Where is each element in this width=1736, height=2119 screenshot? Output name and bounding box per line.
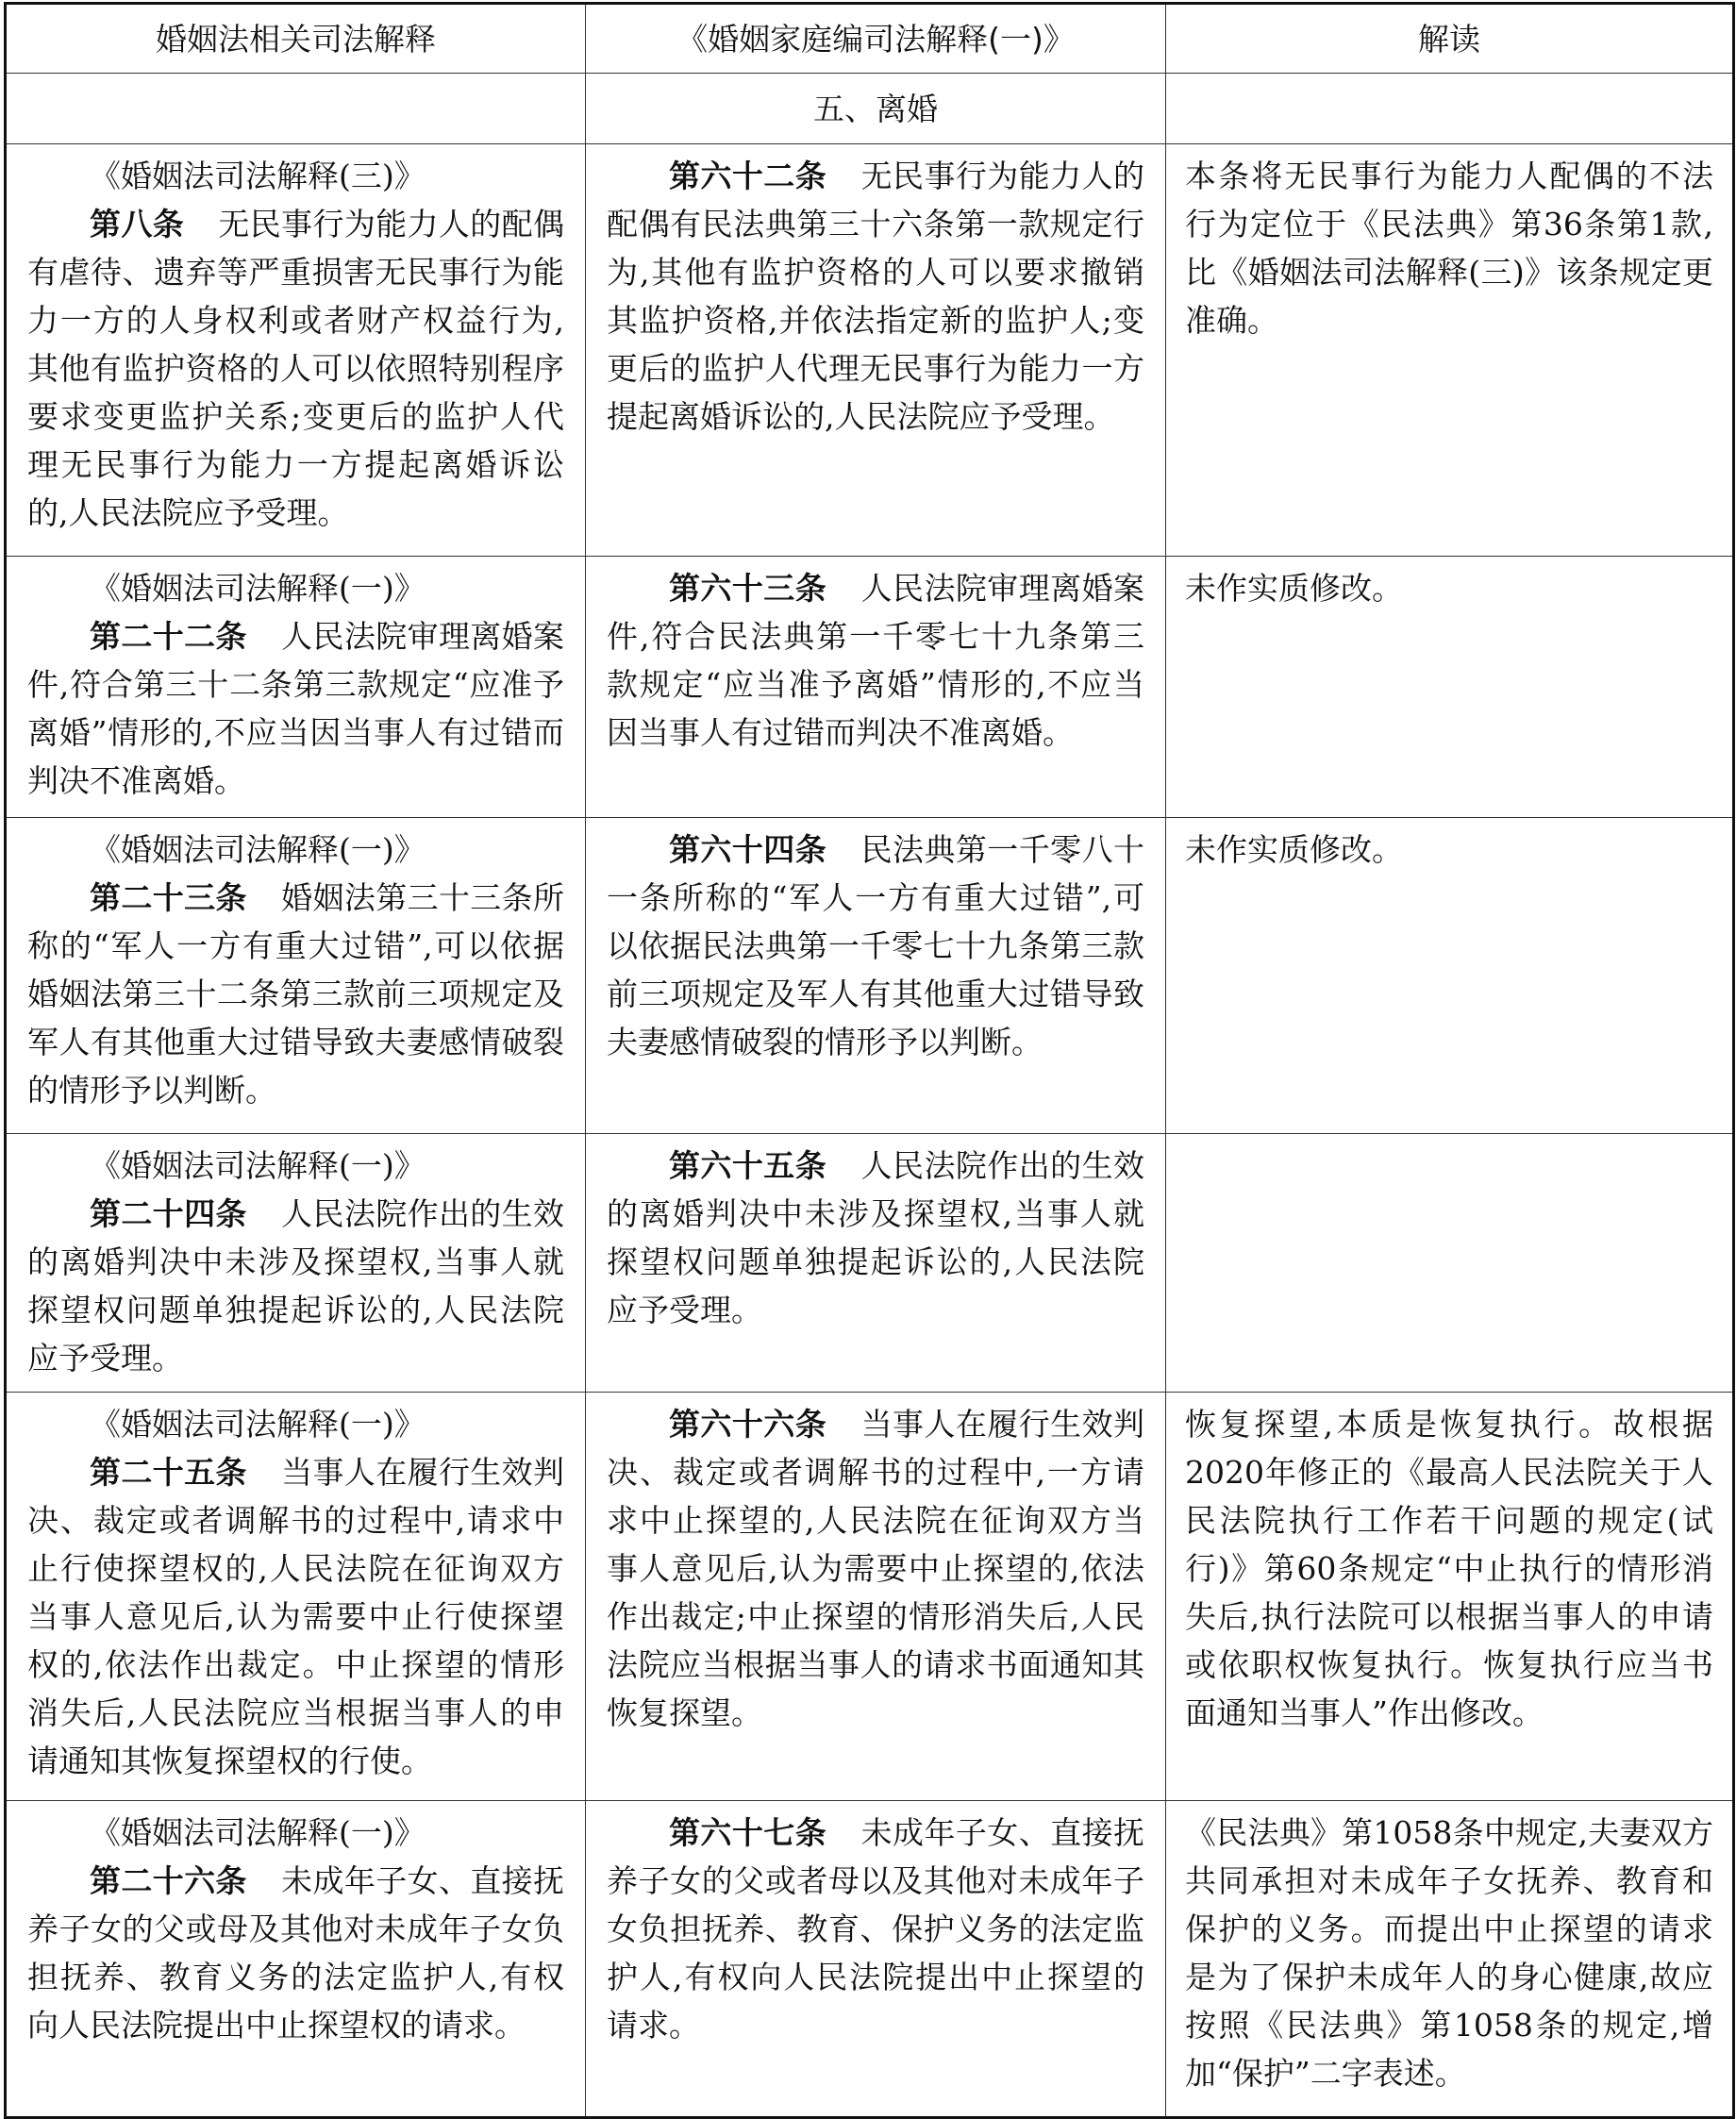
new-provision	[607, 564, 1144, 757]
new-provision	[607, 826, 1144, 1066]
old-provision	[27, 1448, 564, 1785]
old-article-number: 第二十六条	[90, 1862, 247, 1899]
old-provision-text: 人民法院审理离婚案件,符合第三十二条第三款规定“应准予离婚”情形的,不应当因当事人有过错而判决不准离婚。	[27, 618, 565, 799]
new-provision-text: 人民法院审理离婚案件,符合民法典第一千零七十九条第三款规定“应当准予离婚”情形的,不应当因当事人有过错而判决不准离婚。	[607, 570, 1145, 751]
old-provision	[27, 1190, 564, 1382]
old-provision	[27, 612, 564, 805]
new-provision-cell	[586, 818, 1166, 1134]
old-provision-text: 当事人在履行生效判决、裁定或者调解书的过程中,请求中止行使探望权的,人民法院在征询双方当事人意见后,认为需要中止行使探望权的,依法作出裁定。中止探望的情形消失后,人民法院应当根据当事人的申请通知其恢复探望权的行使。	[27, 1454, 565, 1779]
old-provision-cell	[6, 1801, 586, 2118]
old-source: 《婚姻法司法解释(一)》	[90, 1406, 426, 1443]
commentary-cell: 本条将无民事行为能力人配偶的不法行为定位于《民法典》第36条第1款,比《婚姻法司法解释(三)》该条规定更准确。	[1166, 144, 1734, 557]
old-source: 《婚姻法司法解释(一)》	[90, 831, 426, 868]
comparison-table	[4, 2, 1735, 2119]
new-provision-text: 民法典第一千零八十一条所称的“军人一方有重大过错”,可以依据民法典第一千零七十九条第三款前三项规定及军人有其他重大过错导致夫妻感情破裂的情形予以判断。	[607, 831, 1145, 1060]
new-provision-cell	[586, 1393, 1166, 1801]
old-provision-cell	[6, 144, 586, 557]
old-article-number: 第八条	[90, 206, 185, 242]
new-provision	[607, 1400, 1144, 1737]
new-provision	[607, 1809, 1144, 2049]
new-provision-text: 当事人在履行生效判决、裁定或者调解书的过程中,一方请求中止探望的,人民法院在征询双方当事人意见后,认为需要中止探望的,依法作出裁定;中止探望的情形消失后,人民法院应当根据当事人的请求书面通知其恢复探望。	[607, 1406, 1145, 1731]
header-row	[6, 4, 1734, 74]
old-provision-text: 婚姻法第三十三条所称的“军人一方有重大过错”,可以依据婚姻法第三十二条第三款前三项规定及军人有其他重大过错导致夫妻感情破裂的情形予以判断。	[27, 879, 565, 1109]
new-article-number: 第六十七条	[669, 1814, 827, 1851]
old-provision-cell	[6, 557, 586, 818]
commentary-cell: 恢复探望,本质是恢复执行。故根据2020年修正的《最高人民法院关于人民法院执行工作若干问题的规定(试行)》第60条规定“中止执行的情形消失后,执行法院可以根据当事人的申请或依职权恢复执行。恢复执行应当书面通知当事人”作出修改。	[1166, 1393, 1734, 1801]
table-row	[6, 818, 1734, 1134]
table-row	[6, 1393, 1734, 1801]
old-source: 《婚姻法司法解释(一)》	[90, 570, 426, 607]
new-article-number: 第六十二条	[669, 158, 827, 194]
new-article-number: 第六十六条	[669, 1406, 827, 1443]
new-provision-cell	[586, 1801, 1166, 2118]
new-provision-text: 无民事行为能力人的配偶有民法典第三十六条第一款规定行为,其他有监护资格的人可以要求撤销其监护资格,并依法指定新的监护人;变更后的监护人代理无民事行为能力一方提起离婚诉讼的,人民法院应予受理。	[607, 158, 1145, 435]
new-article-number: 第六十三条	[669, 570, 827, 607]
new-provision	[607, 152, 1144, 441]
old-article-number: 第二十二条	[90, 618, 247, 655]
old-source: 《婚姻法司法解释(一)》	[90, 1814, 426, 1851]
commentary-cell: 《民法典》第1058条中规定,夫妻双方共同承担对未成年子女抚养、教育和保护的义务。而提出中止探望的请求是为了保护未成年人的身心健康,故应按照《民法典》第1058条的规定,增加“保护”二字表述。	[1166, 1801, 1734, 2118]
old-provision-text: 无民事行为能力人的配偶有虐待、遗弃等严重损害无民事行为能力一方的人身权利或者财产权益行为,其他有监护资格的人可以依照特别程序要求变更监护关系;变更后的监护人代理无民事行为能力一方提起离婚诉讼的,人民法院应予受理。	[27, 206, 565, 531]
table-row	[6, 1134, 1734, 1393]
old-provision-text: 未成年子女、直接抚养子女的父或母及其他对未成年子女负担抚养、教育义务的法定监护人,有权向人民法院提出中止探望权的请求。	[27, 1862, 565, 2044]
section-row	[6, 74, 1734, 144]
old-provision	[27, 200, 564, 537]
old-provision	[27, 874, 564, 1114]
new-provision-cell	[586, 557, 1166, 818]
new-article-number: 第六十四条	[669, 831, 827, 868]
section-title: 五、离婚	[586, 74, 1166, 144]
old-article-number: 第二十四条	[90, 1195, 247, 1232]
new-provision-cell	[586, 1134, 1166, 1393]
new-provision-cell	[586, 144, 1166, 557]
old-provision	[27, 1857, 564, 2049]
commentary-cell: 未作实质修改。	[1166, 557, 1734, 818]
old-provision-cell	[6, 1393, 586, 1801]
new-provision	[607, 1142, 1144, 1334]
new-provision-text: 人民法院作出的生效的离婚判决中未涉及探望权,当事人就探望权问题单独提起诉讼的,人民法院应予受理。	[607, 1147, 1145, 1328]
new-article-number: 第六十五条	[669, 1147, 827, 1184]
table-row	[6, 557, 1734, 818]
header-old-interpretations: 婚姻法相关司法解释	[6, 4, 586, 74]
old-provision-cell	[6, 818, 586, 1134]
commentary-cell	[1166, 1134, 1734, 1393]
table-row	[6, 144, 1734, 557]
old-source: 《婚姻法司法解释(一)》	[90, 1147, 426, 1184]
old-provision-cell	[6, 1134, 586, 1393]
table-row	[6, 1801, 1734, 2118]
header-commentary: 解读	[1166, 4, 1734, 74]
commentary-cell: 未作实质修改。	[1166, 818, 1734, 1134]
old-provision-text: 人民法院作出的生效的离婚判决中未涉及探望权,当事人就探望权问题单独提起诉讼的,人民法院应予受理。	[27, 1195, 565, 1377]
new-provision-text: 未成年子女、直接抚养子女的父或者母以及其他对未成年子女负担抚养、教育、保护义务的法定监护人,有权向人民法院提出中止探望的请求。	[607, 1814, 1145, 2044]
old-article-number: 第二十五条	[90, 1454, 247, 1491]
header-new-interpretation: 《婚姻家庭编司法解释(一)》	[586, 4, 1166, 74]
old-article-number: 第二十三条	[90, 879, 247, 916]
old-source: 《婚姻法司法解释(三)》	[90, 158, 426, 194]
